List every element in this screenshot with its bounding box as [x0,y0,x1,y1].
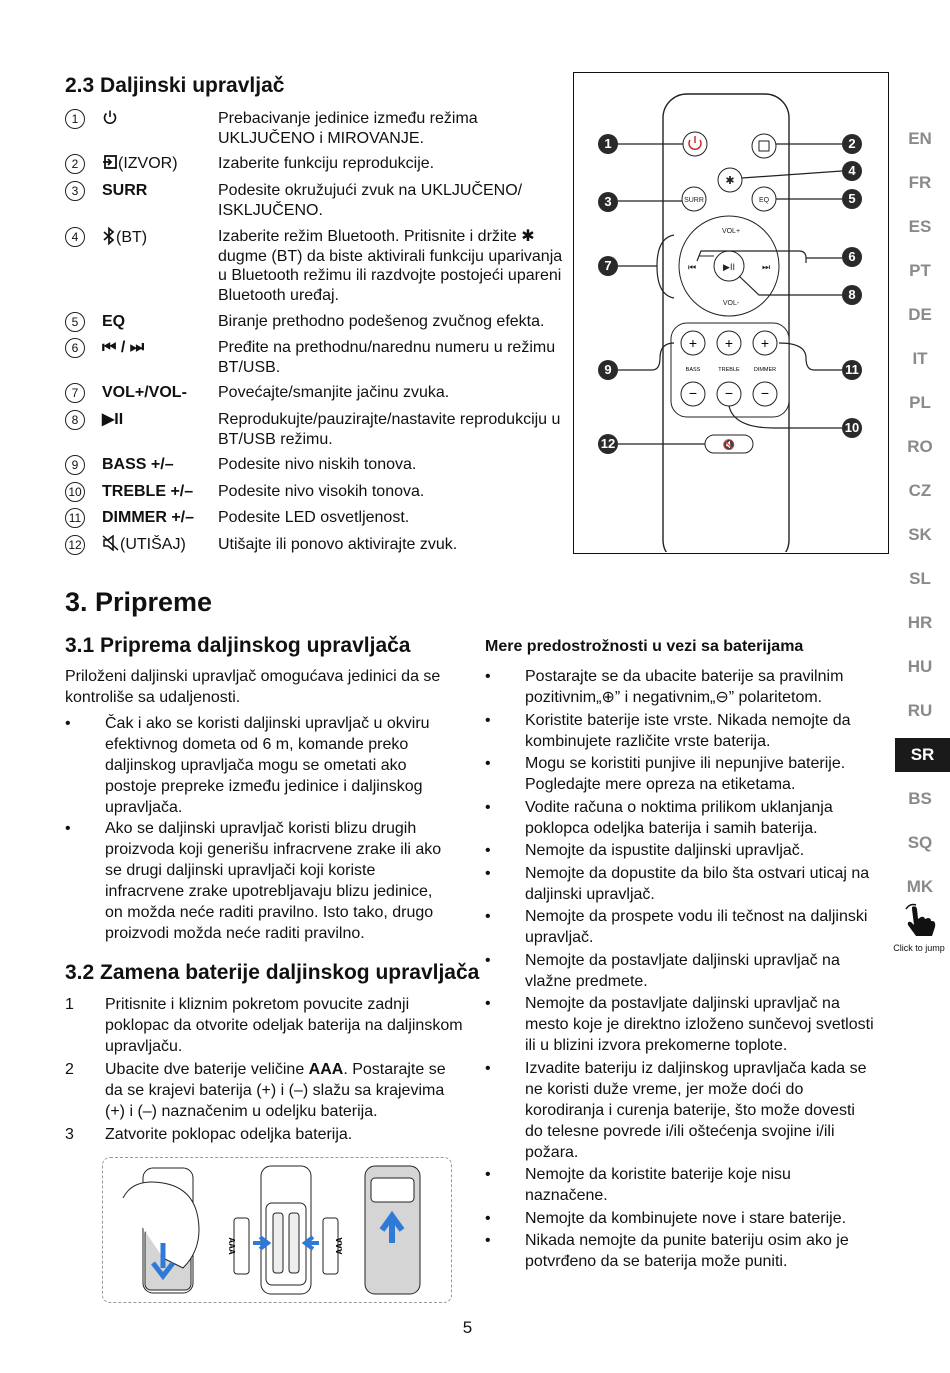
svg-text:▶II: ▶II [723,262,735,272]
list-item-text: Nemojte da kombinujete nove i stare baterije. [525,1209,847,1227]
language-tab-bs[interactable]: BS [908,789,932,808]
list-item [485,666,875,708]
list-item [485,1208,875,1229]
row-description: Utišajte ili ponovo aktivirajte zvuk. [218,536,458,553]
step-text: Ubacite dve baterije veličine [105,1061,309,1078]
section-3-1-title: 3.1 Priprema daljinskog upravljača [65,634,411,657]
list-item-text: Vodite računa o noktima prilikom uklanjanja poklopca odeljka baterija i samih baterija. [525,798,833,837]
row-description: Pređite na prethodnu/narednu numeru u režimu BT/USB. [218,339,556,376]
svg-text:VOL-: VOL- [722,300,740,307]
callout-8: 8 [842,285,862,305]
language-tab-pt[interactable]: PT [909,261,931,280]
list-item-text: Nemojte da prospete vodu ili tečnost na daljinski upravljač. [525,908,868,946]
callout-1: 1 [598,134,618,154]
list-item [485,950,875,992]
step-text-bold: AAA [308,1061,344,1078]
section-2-3-title: 2.3 Daljinski upravljač [65,74,285,97]
row-number: 8 [65,410,85,430]
step-number: 1 [65,996,74,1013]
svg-text:+: + [724,335,734,351]
row-number: 1 [65,109,85,129]
svg-text:⏮: ⏮ [687,262,697,272]
list-item [485,863,875,905]
row-key [102,154,178,174]
language-tab-fr[interactable]: FR [908,173,932,192]
row-key [102,109,118,129]
list-item-text: Mogu se koristiti punjive ili nepunjive baterije. Pogledajte mere opreza na etiketama. [525,755,846,793]
source-icon [102,155,118,172]
bullet: • [485,1166,491,1183]
list-item-text: Nemojte da dopustite da bilo šta ostvari uticaj na daljinski upravljač. [525,864,870,903]
row-number: 11 [65,508,85,528]
language-tab-it[interactable]: IT [912,349,928,368]
row-key [102,227,147,248]
list-item [485,710,875,752]
row-key-label: (UTIŠAJ) [120,536,186,553]
row-description: Podesite okružujući zvuk na UKLJUČENO/ ISKLJUČENO. [218,182,523,219]
language-tab-hr[interactable]: HR [907,613,933,632]
page-number: 5 [462,1318,473,1337]
list-item-text: Nemojte da postavljate daljinski upravljač na mesto koje je direktno izloženo sunčevoj svetlosti ili u blizini izvora prekomerne toplote. [525,995,874,1054]
bullet: • [485,755,491,772]
row-description: Povećajte/smanjite jačinu zvuka. [218,384,450,401]
row-key [102,535,186,555]
row-key [102,455,174,475]
svg-text:+: + [688,335,698,351]
battery-replacement-illustration [102,1157,452,1303]
language-tab-mk[interactable]: MK [906,877,934,896]
row-key [102,410,123,430]
row-key [102,181,147,201]
step-item [65,994,465,1057]
step-text: Pritisnite i kliznim pokretom povucite zadnji poklopac da otvorite odeljak baterija na daljinskom upravljaču. [105,996,463,1055]
step-text: Zatvorite poklopac odeljka baterija. [105,1126,353,1143]
callout-3: 3 [598,192,618,212]
list-item-text: Nemojte da koristite baterije koje nisu naznačene. [525,1166,791,1204]
precautions-title: Mere predostrožnosti u vezi sa baterijama [485,638,804,655]
callout-4: 4 [842,161,862,181]
mute-icon [102,536,120,553]
svg-text:TREBLE: TREBLE [718,367,740,373]
remote-control-figure [573,72,889,554]
row-key-label: VOL+/VOL- [102,384,187,401]
language-tab-pl[interactable]: PL [909,393,931,412]
row-number: 2 [65,154,85,174]
bullet: • [65,715,71,732]
row-key [102,482,193,502]
row-number: 9 [65,455,85,475]
list-item [65,818,450,944]
bullet: • [65,820,71,837]
svg-text:DIMMER: DIMMER [753,367,777,373]
row-key-label: BASS +/– [102,456,174,473]
row-description: Reprodukujte/pauzirajte/nastavite reprodukciju u BT/USB režimu. [218,411,561,448]
bullet: • [485,842,491,859]
language-tab-es[interactable]: ES [908,217,932,236]
list-item-text: Ako se daljinski upravljač koristi blizu drugih proizvoda koji generišu infracrvene zrake ili ako se drugi daljinski upravljači koji koriste infracrvene zrake upotrebljavaju blizu jedinice, on možda neće raditi pravilno. Isto tako, drugo proizvodi možda neće raditi pravilno. [105,820,442,942]
svg-text:−: − [724,385,734,401]
language-tab-sr[interactable]: SR [895,738,950,772]
hand-pointer-icon[interactable] [902,903,938,939]
language-tab-en[interactable]: EN [908,129,932,148]
row-number: 3 [65,181,85,201]
list-item [485,1164,875,1206]
row-number: 5 [65,312,85,332]
bullet: • [485,864,491,882]
list-item-text: Nikada nemojte da punite bateriju osim ako je potvrđeno da se baterija može puniti. [525,1232,849,1270]
row-description: Podesite nivo niskih tonova. [218,456,417,473]
list-item [485,993,875,1056]
section-3-1-intro: Priloženi daljinski upravljač omogućava jedinici da se kontroliše sa udaljenosti. [65,668,441,706]
bluetooth-icon [102,229,116,246]
row-description: Podesite nivo visokih tonova. [218,483,425,500]
list-item-text: Nemojte da postavljate daljinski upravljač na vlažne predmete. [525,951,840,990]
callout-7: 7 [598,256,618,276]
row-number: 6 [65,338,85,358]
row-number: 10 [65,482,85,502]
row-key-label: TREBLE +/– [102,483,194,500]
step-item [65,1059,465,1122]
svg-text:AAA: AAA [335,1237,344,1255]
bullet: • [485,1059,491,1077]
svg-text:⏭: ⏭ [761,262,771,272]
bullet: • [485,668,491,685]
language-tab-cz[interactable]: CZ [908,481,932,500]
step-text: . Postarajte se da se krajevi baterija (+) i (–) slažu sa krajevima (+) i (–) naznačenim u odeljku baterija. [105,1061,446,1120]
row-description: Podesite LED osvetljenost. [218,509,410,526]
bullet: • [485,711,491,729]
list-item-text: Nemojte da ispustite daljinski upravljač. [525,842,805,859]
list-item [65,713,450,818]
row-description: Izaberite funkciju reprodukcije. [218,155,435,172]
row-key-label: (BT) [116,229,148,246]
svg-text:SURR: SURR [684,197,704,204]
step-number: 3 [65,1126,74,1143]
row-number: 7 [65,383,85,403]
bullet: • [485,798,491,816]
chapter-3-title: 3. Pripreme [65,587,213,617]
battery-steps-drawing [103,1158,449,1300]
precautions-bullets [485,666,875,1274]
list-item [485,1058,875,1163]
svg-text:BASS: BASS [685,367,701,373]
svg-text:AAA: AAA [227,1237,236,1255]
row-key-label: (IZVOR) [118,155,178,172]
section-3-1-bullets [65,713,450,944]
row-key-label: EQ [102,313,126,330]
bullet: • [485,995,491,1012]
svg-text:+: + [760,335,770,351]
list-item [485,1230,875,1272]
list-item-text: Koristite baterije iste vrste. Nikada nemojte da kombinujete različite vrste baterija. [525,711,851,750]
callout-10: 10 [842,418,862,438]
remote-control-drawing [574,73,887,552]
row-number: 12 [65,535,85,555]
row-number: 4 [65,227,85,247]
list-item [485,840,875,861]
callout-12: 12 [598,434,618,454]
svg-text:✱: ✱ [725,175,735,187]
step-number: 2 [65,1061,74,1078]
callout-9: 9 [598,360,618,380]
bullet: • [485,1209,491,1227]
callout-5: 5 [842,189,862,209]
row-key [102,312,125,332]
list-item [485,753,875,795]
row-key [102,383,187,403]
row-description: Izaberite režim Bluetooth. Pritisnite i držite ✱ dugme (BT) da biste aktivirali funkciju uparivanja u Bluetooth režimu ili razdvojte postojeći upareni Bluetooth uređaj. [218,228,563,304]
list-item [485,906,875,948]
bullet: • [485,908,491,925]
list-item-text: Postarajte se da ubacite baterije sa pravilnim pozitivnim„⊕” i negativnim„⊖” polaritetom. [525,668,844,706]
step-item [65,1124,465,1145]
section-3-2-title: 3.2 Zamena baterije daljinskog upravljača [65,961,480,984]
list-item [485,797,875,839]
row-description: Biranje prethodno podešenog zvučnog efekta. [218,313,545,330]
language-tab-hu[interactable]: HU [907,657,933,676]
svg-text:🔇: 🔇 [722,440,736,451]
list-item-text: Izvadite bateriju iz daljinskog upravljača kada se ne koristi duže vreme, jer može doći do korodiranja i curenja baterije, što može dovesti do telesne povrede i/ili oštećenja svojine i/ili požara. [525,1059,867,1161]
language-tab-sl[interactable]: SL [909,569,931,588]
jump-label[interactable]: Click to jump [893,943,945,953]
battery-steps [65,994,465,1147]
row-key-label: ⏮ / ⏭ [102,339,145,356]
language-tab-de[interactable]: DE [908,305,932,324]
bullet: • [485,1232,491,1249]
svg-text:−: − [760,385,770,401]
row-key-label: DIMMER +/– [102,509,195,526]
callout-2: 2 [842,134,862,154]
language-tab-ro[interactable]: RO [907,437,933,456]
row-key-label: ▶II [102,411,124,428]
language-tab-ru[interactable]: RU [907,701,933,720]
list-item-text: Čak i ako se koristi daljinski upravljač u okviru efektivnog dometa od 6 m, komande preko daljinskog upravljača mogu se ometati ako postoje prepreke između jedinice i daljinskog upravljača. [105,715,430,816]
row-key-label: SURR [102,182,148,199]
svg-text:EQ: EQ [758,197,770,204]
row-key [102,338,144,358]
language-tab-sq[interactable]: SQ [907,833,933,852]
callout-11: 11 [842,360,862,380]
svg-text:VOL+: VOL+ [721,228,741,235]
svg-text:−: − [688,385,698,401]
row-description: Prebacivanje jedinice između režima UKLJUČENO i MIROVANJE. [218,110,478,147]
bullet: • [485,951,491,969]
callout-6: 6 [842,247,862,267]
row-key [102,508,194,528]
language-tab-sk[interactable]: SK [908,525,932,544]
power-icon [102,110,118,127]
